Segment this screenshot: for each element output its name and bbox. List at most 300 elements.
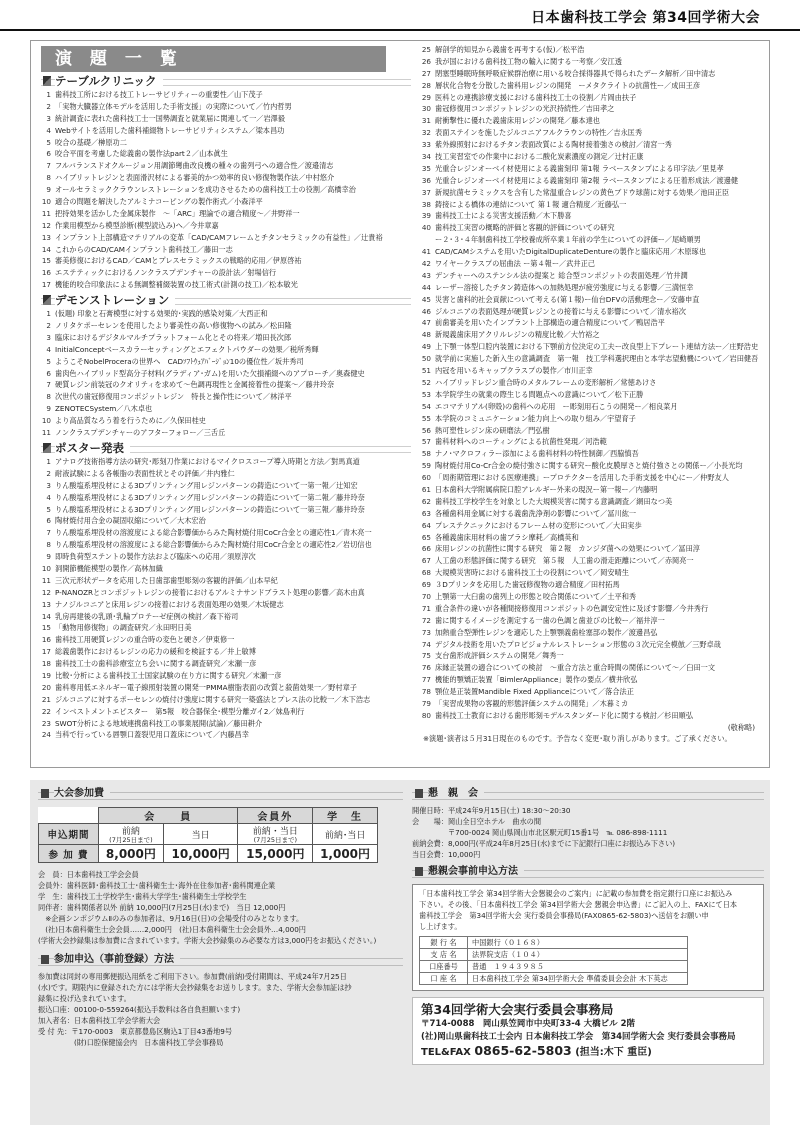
fee-heading: 大会参加費 <box>38 786 403 801</box>
abstract-list-item <box>411 591 761 603</box>
abstract-number: 8 <box>46 540 51 550</box>
registration-text <box>38 971 403 1048</box>
abstract-number: 10 <box>41 416 51 426</box>
abstract-number: 4 <box>46 125 51 135</box>
abstract-number: 80 <box>421 710 431 720</box>
abstract-number: 17 <box>41 280 51 290</box>
abstract-list-item <box>41 356 411 368</box>
abstract-title: 乳房再建後の乳頭･乳輪プロテーゼ症例の検討／森下裕司 <box>55 611 239 621</box>
abstract-title: 「動物用修復物」の調査研究／永田明日美 <box>55 623 192 633</box>
fee-row-amount: 参 加 費 <box>39 845 99 863</box>
abstract-number: 15 <box>41 623 51 633</box>
abstract-title: ナノジルコニアと床用レジンの接着における表面処理の効果／木坂健志 <box>55 599 284 609</box>
abstract-list-item <box>411 532 761 544</box>
reception-apply-line: 歯科技工学会 第34回学術大会 実行委員会事務局(FAX0865-62-5803)へ送信をお願い申 <box>419 911 709 920</box>
abstract-number: 6 <box>46 516 51 526</box>
abstract-title: P-NANOZRとコンポジットレジンの接着におけるアルミナサンドブラスト処理の影響／高木由真 <box>55 587 365 597</box>
abstract-title: 歯科技工学校学生を対象とした大規模災害に関する意識調査／網田なつ美 <box>435 496 673 506</box>
abstract-number: 8 <box>46 173 51 183</box>
abstract-number: 78 <box>421 687 431 697</box>
abstract-number: 3 <box>46 332 51 342</box>
abstract-list-item <box>411 341 761 353</box>
abstract-title: 硬質レジン前装冠のクオリティを求めて〜色調再現性と金属接着性の提案〜／藤井玲奈 <box>55 380 335 390</box>
abstract-number: 34 <box>421 152 431 162</box>
abstract-number: 68 <box>421 568 431 578</box>
abstract-list-item <box>411 603 761 615</box>
abstract-number: 11 <box>41 575 51 585</box>
abstract-list-item <box>411 306 761 318</box>
abstract-title: Webサイトを活用した歯科補綴物トレーサビリティシステム／梁本昌功 <box>55 125 285 135</box>
abstract-number: 23 <box>41 718 51 728</box>
registration-line: (財)口腔保健協会内 日本歯科技工学会事務局 <box>38 1038 224 1047</box>
abstract-title: 解剖学的知見から義歯を再考する(仮)／松平浩 <box>435 45 585 54</box>
abstract-list-item <box>41 682 411 694</box>
header-title: 日本歯科技工学会 第34回学術大会 <box>531 10 760 26</box>
abstract-list-item <box>41 587 411 599</box>
abstract-number: 37 <box>421 187 431 197</box>
abstract-list-item <box>41 308 411 320</box>
abstract-list-item <box>411 686 761 698</box>
reception-line: 当日会費：10,000円 <box>412 850 481 859</box>
abstract-list-item <box>41 403 411 415</box>
abstract-title: 陶材焼付用Co-Cr合金の焼付強さに関する研究ー酸化皮膜厚さと焼付強さとの関係ー／小長光均 <box>435 461 743 471</box>
abstract-list-item <box>41 137 411 149</box>
abstract-list-item <box>41 515 411 527</box>
abstract-title: ようこそNobelProceraの世界へ CADｿﾌﾄｳｪｱﾊﾞｰｼﾞｮﾝ10の優位性／坂井秀司 <box>55 356 304 366</box>
abstract-list-item <box>41 611 411 623</box>
abstract-title: 新規抗菌セラミックスを含有した常温重合レジンの黄色ブドウ球菌に対する効果／池田正臣 <box>435 187 730 197</box>
section-heading: デモンストレーション <box>41 293 411 308</box>
abstract-number: 7 <box>46 380 51 390</box>
abstract-title: 加熱重合型弾性レジンを適応した上顎顎義歯栓塞部の製作／渡邊昌弘 <box>435 627 658 637</box>
fee-table <box>38 807 378 863</box>
fee-nonmember: 15,000円 <box>238 845 313 863</box>
reception-line: 会 場：岡山全日空ホテル 曲水の間 <box>412 817 542 826</box>
fee-note-line: (学術大会抄録集は参加費に含まれています。学術大会抄録集のみ必要な方は3,000円をお振込ください。) <box>38 936 377 945</box>
fee-note-line: 会 員：日本歯科技工学会会員 <box>38 870 139 879</box>
abstract-number: 40 <box>421 223 431 233</box>
abstract-number: 74 <box>421 639 431 649</box>
abstract-number: 73 <box>421 627 431 637</box>
abstract-title: (仮題) 印象と石膏模型に対する効果的･実践的感染対策／大西正和 <box>55 309 268 319</box>
abstract-title: 熱可塑性レジン床の研磨法／門弘樹 <box>435 425 550 435</box>
fee-col-nonmember: 会員外 <box>238 808 313 824</box>
abstract-list-item <box>41 646 411 658</box>
abstract-title: 「周術期管理における医療連携」ープロテクターを活用した手術支援を中心にー／仲野友人 <box>435 473 729 483</box>
abstract-number: 33 <box>421 140 431 150</box>
bank-row <box>420 949 688 961</box>
reception-line: 前納会費：8,000円(平成24年8月25日(水)までに下記銀行口座にお振込み下さい) <box>412 839 676 848</box>
abstract-title: 把持効果を活かした金属床製作 〜「ARC」理論での適合精度〜／井野祥一 <box>55 208 300 218</box>
abstract-title: 床用レジンの抗菌性に関する研究 第２報 カンジダ菌への効果について／冨田淳 <box>435 544 700 554</box>
abstract-title: 災害と歯科的社会貢献について考える(第１報)ー仙台DFVの活動理念ー／安藤申直 <box>435 294 700 304</box>
abstract-number: 62 <box>421 496 431 506</box>
abstract-title: 臨床におけるデジタルマルチプラットフォーム化とその将来／増田長次郎 <box>55 332 292 342</box>
abstract-number: 22 <box>41 706 51 716</box>
abstract-list-item <box>41 622 411 634</box>
abstract-number: 15 <box>41 256 51 266</box>
abstract-title: 陶材焼付用合金の凝固収縮について／大木宏治 <box>55 516 206 526</box>
abstract-number: 17 <box>41 647 51 657</box>
abstract-title: これからのCAD/CAMインプラント歯科技工／藤田一志 <box>55 244 233 254</box>
abstract-title: 光重合レジンオーベイ材使用による義歯刻印 第2報 ラベースタンプによる圧着形成法／渡邊健 <box>435 175 739 185</box>
abstract-number: 2 <box>46 321 51 331</box>
abstract-number: 75 <box>421 651 431 661</box>
abstract-title: インベストメントエピスター 第5報 咬合器保全･模型分離ガイ2／妹島利行 <box>55 706 305 716</box>
abstract-number: 31 <box>421 116 431 126</box>
reception-line: 開催日時：平成24年9月15日(土) 18:30〜20:30 <box>412 806 571 815</box>
abstract-title: 三次元形状データを応用した日歯部歯型彫刻の客観的評価／山本早紀 <box>55 575 278 585</box>
abstract-title: 即時負荷型ステントの製作方法および臨床への応用／須原淳次 <box>55 552 256 562</box>
abstract-list-item <box>411 127 761 139</box>
abstract-number: 10 <box>41 563 51 573</box>
abstract-number: 77 <box>421 675 431 685</box>
abstract-list-item <box>411 317 761 329</box>
abstract-title: りん酸塩系埋没材による3Dプリンティング用レジンパターンの鋳造について一第一報／辻知宏 <box>55 480 358 490</box>
abstract-list-item <box>411 258 761 270</box>
info-left <box>38 786 403 1048</box>
abstract-number: 52 <box>421 377 431 387</box>
abstract-number: 36 <box>421 175 431 185</box>
honorifics-note: (敬称略) <box>727 722 755 732</box>
abstract-list-item <box>411 139 761 151</box>
abstract-number: 14 <box>41 244 51 254</box>
abstract-title: 歯科技工所における技工トレーサビリティーの重要性／山下茂子 <box>55 90 263 99</box>
poster-list-continued <box>411 44 761 722</box>
fee-student-period: 前納･当日 <box>313 824 378 845</box>
abstract-number: 58 <box>421 449 431 459</box>
registration-line: (水)です。期限内に登録された方には学術大会抄録集をお送りします。また、学術大会参加証は抄 <box>38 983 352 992</box>
abstract-number: 3 <box>46 113 51 123</box>
abstract-list-item <box>41 634 411 646</box>
abstract-number: 9 <box>46 552 51 562</box>
abstract-title: 日本歯科大学附属病院口腔アレルギー外来の現況ー第一報ー／内藤明 <box>435 484 658 494</box>
fee-notes <box>38 869 403 946</box>
abstract-number: 12 <box>41 220 51 230</box>
abstract-title: より高品質なろう着を行うために／久保田桂史 <box>55 416 206 426</box>
abstract-number: 27 <box>421 68 431 78</box>
abstract-list-item <box>411 425 761 437</box>
abstract-number: 6 <box>46 149 51 159</box>
abstract-number: 16 <box>41 635 51 645</box>
abstract-title: 医科との連携診療支援における歯科技工士の役割／片岡由扶子 <box>435 92 637 102</box>
fee-member-day: 10,000円 <box>163 845 238 863</box>
abstract-title: 歯科材料へのコーティングによる抗菌性発現／河浩範 <box>435 437 607 447</box>
registration-line: 録集に投げ込まれています。 <box>38 994 131 1003</box>
abstract-title: 耐液試験による各帳脂の表面性状とその評価／井内雅仁 <box>55 468 235 478</box>
bank-row <box>420 973 688 985</box>
abstract-list-item <box>411 282 761 294</box>
abstract-list-item <box>41 113 411 125</box>
abstract-title: 「実物大臓器立体モデルを活用した手術支援」の実際について／竹内哲男 <box>55 101 292 111</box>
abstract-title: 紫外線照射におけるチタン表面改質による陶材接着強さの検討／清宮一秀 <box>435 140 672 150</box>
abstract-number: 55 <box>421 413 431 423</box>
abstract-number: 38 <box>421 199 431 209</box>
abstract-number: 13 <box>41 599 51 609</box>
abstract-list-item <box>411 496 761 508</box>
abstract-number: 70 <box>421 591 431 601</box>
abstract-number: 1 <box>46 90 51 99</box>
abstract-list-item <box>411 674 761 686</box>
abstract-list-item <box>411 68 761 80</box>
abstract-list-item <box>411 210 761 222</box>
abstract-number: 57 <box>421 437 431 447</box>
abstract-list-item <box>411 175 761 187</box>
abstract-number: 42 <box>421 259 431 269</box>
abstract-list-item <box>411 270 761 282</box>
abstract-number: 71 <box>421 603 431 613</box>
abstract-list-item <box>41 244 411 256</box>
abstract-list-item <box>41 267 411 279</box>
abstract-list-item <box>41 160 411 172</box>
abstract-number: 63 <box>421 508 431 518</box>
abstract-title: 前歯審美を用いたインプラント上部構造の適合精度について／鴨居浩平 <box>435 318 665 328</box>
office-tel: TEL&FAX 0865-62-5803 (担当:木下 重臣) <box>421 1043 652 1058</box>
abstract-number: 18 <box>41 659 51 669</box>
abstract-list-item <box>411 80 761 92</box>
fee-student: 1,000円 <box>313 845 378 863</box>
abstract-number: 12 <box>41 587 51 597</box>
reception-apply-line: 「日本歯科技工学会 第34回学術大会懇親会のご案内」に記載の参加費を指定銀行口座にお振込み <box>419 889 733 898</box>
abstract-number: 9 <box>46 404 51 414</box>
abstract-title: 層状化合物を分散した歯科用レジンの開発 ーメタクライトの抗菌性ー／成田王彦 <box>435 80 701 90</box>
abstract-title: 技工実習室での作業中における二酸化炭素濃度の測定／辻村正康 <box>435 152 644 162</box>
bank-field-label: 銀 行 名 <box>420 937 468 949</box>
abstract-title: 総義歯製作におけるレジンの応力の緩和を検証する／井上敏博 <box>55 647 256 657</box>
abstract-list-item <box>411 567 761 579</box>
registration-line: 加入者名：日本歯科技工学会学術大会 <box>38 1016 161 1025</box>
fee-note-line: (社)日本歯科衛生士会会員……2,000円 (社)日本歯科衛生士会会員外…4,000円 <box>38 925 306 934</box>
abstract-title: SWOT分析による地域連携歯科技工の事業展開(試論)／藤田耕介 <box>55 718 263 728</box>
abstract-list-item <box>411 401 761 413</box>
abstract-number: 3 <box>46 480 51 490</box>
bank-field-label: 支 店 名 <box>420 949 468 961</box>
reception-text <box>412 805 764 860</box>
abstract-number: 32 <box>421 128 431 138</box>
abstract-list-item <box>41 729 411 741</box>
reception-apply-heading: 懇親会事前申込方法 <box>412 864 764 879</box>
abstract-number: 69 <box>421 580 431 590</box>
abstract-title: 顎位是正装置Mandible Fixed Applianceについて／落合法正 <box>435 687 634 697</box>
bank-row <box>420 961 688 973</box>
fee-member-pre-period: 前納 (7月25日まで) <box>99 824 164 845</box>
abstract-number: 5 <box>46 356 51 366</box>
program-banner: 演 題 一 覧 <box>41 46 386 72</box>
abstract-list-item <box>41 706 411 718</box>
abstract-title: 歯科専用低エネルギー電子線照射装置の開発一PMMA樹脂表面の改質と殺菌効果一／野村章子 <box>55 682 357 692</box>
abstract-number: 29 <box>421 92 431 102</box>
bank-field-value: 日本歯科技工学会 第34回学術大会 準備委員会会計 木下英志 <box>468 973 688 985</box>
abstract-title: エステティックにおけるノンクラスプデンチャーの設計法／射場信行 <box>55 268 277 278</box>
abstract-list-item <box>411 448 761 460</box>
abstract-number: 59 <box>421 461 431 471</box>
info-right <box>412 786 764 1065</box>
abstract-list-item <box>411 436 761 448</box>
program-section <box>41 74 411 291</box>
abstract-list-item <box>41 208 411 220</box>
abstract-list-item <box>41 232 411 244</box>
abstract-title: 審美修復におけるCAD／CAMとプレスセラミックスの戦略的応用／伊原啓祐 <box>55 256 302 266</box>
abstract-list-item <box>411 222 761 234</box>
abstract-number: 7 <box>46 528 51 538</box>
abstract-title: りん酸塩系埋没材の溶渡度による総合影響価からみた陶材焼付用CoCr合金との適応性2／岩切信也 <box>55 540 372 550</box>
abstract-list-item <box>411 187 761 199</box>
program-right-column <box>411 41 761 745</box>
abstract-number: 30 <box>421 104 431 114</box>
abstract-list-item <box>411 115 761 127</box>
abstract-list-item <box>411 151 761 163</box>
bank-field-value: 普通 １９４３９８５ <box>468 961 688 973</box>
fee-member-day-period: 当日 <box>163 824 238 845</box>
abstract-title: 本学院学生の就業の際生じる問題点への意識について／松下正勝 <box>435 389 644 399</box>
abstract-number: 6 <box>46 368 51 378</box>
abstract-title: 大規模災害時における歯科技工士の役割について／岡安晴生 <box>435 568 629 578</box>
abstract-number: 50 <box>421 354 431 364</box>
abstract-list-item <box>41 332 411 344</box>
abstract-list-item <box>41 391 411 403</box>
reception-line: 〒700-0024 岡山県岡山市北区駅元町15番1号 ℡ 086-898-1111 <box>412 828 668 837</box>
abstract-list-item <box>41 379 411 391</box>
abstract-list-item <box>411 246 761 258</box>
office-title: 第34回学術大会実行委員会事務局 <box>421 1002 614 1017</box>
abstract-list-item <box>411 520 761 532</box>
abstract-number: 25 <box>421 45 431 54</box>
abstract-list-item <box>41 492 411 504</box>
abstract-list-item <box>41 480 411 492</box>
abstract-title: 比較･分析による歯科技工士国家試験の在り方に関する研究／末瀬一彦 <box>55 670 282 680</box>
abstract-number: 11 <box>41 428 51 438</box>
abstract-title: 機能的顎矯正装置「BimlerAppliance」製作の要点／横井欣弘 <box>435 675 638 685</box>
abstract-list-item <box>411 698 761 710</box>
abstract-list-item <box>41 172 411 184</box>
abstract-number: 11 <box>41 208 51 218</box>
abstract-title: エコマテリアル(卵殻)の歯科への応用 ー彫刻用石こうの開発ー／相良菜月 <box>435 401 678 411</box>
abstract-list-item <box>411 555 761 567</box>
reception-apply-text <box>419 888 757 932</box>
abstract-number: 5 <box>46 137 51 147</box>
abstract-title: りん酸塩系埋没材の溶渡度による総合影響価からみた陶材焼付用CoCr合金との適応性1／青木亮一 <box>55 528 372 538</box>
bank-field-label: 口座番号 <box>420 961 468 973</box>
abstract-number: 49 <box>421 342 431 352</box>
abstract-number: 35 <box>421 163 431 173</box>
abstract-list-item <box>411 163 761 175</box>
registration-line: 受 付 先：〒170-0003 東京都豊島区駒込1丁目43番地9号 <box>38 1027 233 1036</box>
program-note: ※演題･演者は５月31日現在のものです。予告なく変更･取り消しがあります。ご了承ください。 <box>423 733 732 743</box>
abstract-list-item <box>411 103 761 115</box>
abstract-title: 作業用模型から模型診断(模型読込み)へ／今井章嘉 <box>55 220 219 230</box>
abstract-title: 内冠を用いるキャップクラスプの製作／市川正幸 <box>435 366 593 376</box>
abstract-title: ZENOTECSystem／八木卓也 <box>55 404 153 414</box>
abstract-number: 7 <box>46 161 51 171</box>
abstract-number: 2 <box>46 468 51 478</box>
registration-line: 参加費は同封の専用郵便振込用紙をご利用下さい。参加費(前納)受付期間は、平成24年7月25日 <box>38 972 347 981</box>
abstract-number: 28 <box>421 80 431 90</box>
abstract-title: CAD/CAMシステムを用いたDigitalDuplicateDentureの製作と臨床応用／木原琢也 <box>435 247 706 257</box>
abstract-list-item <box>41 468 411 480</box>
abstract-list-item <box>411 650 761 662</box>
abstract-list-item <box>411 627 761 639</box>
abstract-number: 9 <box>46 185 51 195</box>
abstract-title: 咬合平面を考慮した総義歯の製作法part２／山本眞生 <box>55 149 228 159</box>
abstract-list-item <box>41 670 411 682</box>
abstract-title: プレステクニックにおけるフレーム材の変形について／大田実歩 <box>435 520 642 530</box>
program-frame <box>30 40 770 768</box>
abstract-list-item <box>41 563 411 575</box>
abstract-number: 19 <box>41 670 51 680</box>
abstract-title: 各種義歯床用材料の歯ブラシ摩耗／高橋英和 <box>435 532 579 542</box>
program-section <box>41 441 411 741</box>
abstract-list-item <box>41 504 411 516</box>
abstract-title: 表面ステインを施したジルコニアフルクラウンの特性／吉永匡秀 <box>435 128 643 138</box>
reception-apply-line: し上げます。 <box>419 922 462 931</box>
abstract-list-item <box>411 579 761 591</box>
abstract-list-item <box>411 460 761 472</box>
abstract-title: ー２･３･４年制歯科技工学校養成所卒業１年前の学生についての評価ー／尾崎順男 <box>435 235 701 245</box>
abstract-list-item <box>41 101 411 113</box>
abstract-title: ハイブリットレジンと表面滑沢材による審美的かつ効率的良い修復物製作法／中村悠介 <box>55 173 335 183</box>
abstract-number: 13 <box>41 232 51 242</box>
abstract-list-item <box>41 551 411 563</box>
abstract-list-item <box>411 413 761 425</box>
abstract-list-item <box>411 662 761 674</box>
abstract-number: 44 <box>421 282 431 292</box>
program-sections <box>41 74 411 741</box>
abstract-title: 歯科技工用硬質レジンの重合時の変色と硬さ／伊東修一 <box>55 635 235 645</box>
abstract-title: 適合の問題を解決したアルミナコーピングの製作術式／小森洋平 <box>55 197 263 207</box>
abstract-title: 歯科技工士による災害支援活動／木下勝喜 <box>435 211 572 221</box>
abstract-title: 機能的咬合印象法による無調整補綴装置の技工術式(計測の技工)／松本敏光 <box>55 280 298 290</box>
abstract-list-item <box>41 456 411 468</box>
abstract-title: インプラント上部構造マテリアルの変革「CAD/CAMフレームとチタンセラミックの有益性」／辻貴裕 <box>55 232 383 242</box>
program-section <box>41 293 411 439</box>
abstract-title: りん酸塩系埋没材による3Dプリンティング用レジンパターンの鋳造について一第二報／藤井玲奈 <box>55 492 365 502</box>
abstract-title: 次世代の歯冠修復用コンポジットレジン 特長と操作性について／林洋平 <box>55 392 292 402</box>
abstract-title: ノリタケポーセレンを使用したより審美性の高い修復物への試み／松田隆 <box>55 321 292 331</box>
abstract-list-item <box>411 389 761 401</box>
abstract-title: ノンクラスプデンチャーのアフターフォロー／三舌丘 <box>55 428 226 438</box>
abstract-title: 就学前に実施した新入生の意識調査 第一報 技工学科選択理由と本学志望動機について／岩田健吾 <box>435 354 759 364</box>
abstract-number: 5 <box>46 504 51 514</box>
registration-heading: 参加申込（事前登録）方法 <box>38 952 403 967</box>
abstract-list-item <box>41 368 411 380</box>
bank-table <box>419 936 688 985</box>
page-header <box>0 7 800 29</box>
abstract-title: 当科で行っている唇顎口蓋裂児用口蓋床について／内藤昌幸 <box>55 730 249 740</box>
abstract-number: 53 <box>421 389 431 399</box>
fee-member-pre: 8,000円 <box>99 845 164 863</box>
abstract-list-item <box>411 508 761 520</box>
abstract-number: 1 <box>46 456 51 466</box>
abstract-list-item <box>411 543 761 555</box>
abstract-number: 76 <box>421 663 431 673</box>
abstract-title: 歯科技工士教育における歯形彫刻モデルスタンダード化に関する検討／杉田順弘 <box>435 710 693 720</box>
abstract-title: りん酸塩系埋没材による3Dプリンティング用レジンパターンの鋳造について一第三報／藤井玲奈 <box>55 504 365 514</box>
abstract-number: 21 <box>41 694 51 704</box>
abstract-list-item <box>411 365 761 377</box>
abstract-list-item <box>411 329 761 341</box>
abstract-title: 歯に関するイメージを測定する一歯の色調と歯並びの比較ー／福井淳一 <box>435 615 665 625</box>
abstract-list-item <box>41 718 411 730</box>
abstract-title: 洞開節機能模型の製作／高林加織 <box>55 563 163 573</box>
abstract-title: 新規義歯床用アクリルレジンの精度比較／大竹裕之 <box>435 330 600 340</box>
abstract-number: 26 <box>421 56 431 66</box>
abstract-title: 歯科技工実習の概略的評価と客観的評価についての研究 <box>435 223 615 233</box>
abstract-number: 20 <box>41 682 51 692</box>
abstract-number <box>411 234 435 246</box>
fee-note-line: ※企画シンポジウムⅡのみの参加者は、9月16日(日)の会場受付のみとなります。 <box>38 914 304 923</box>
abstract-number: 8 <box>46 392 51 402</box>
abstract-title: 耐衝撃性に優れた義歯床用レジンの開発／藤本達也 <box>435 116 600 126</box>
